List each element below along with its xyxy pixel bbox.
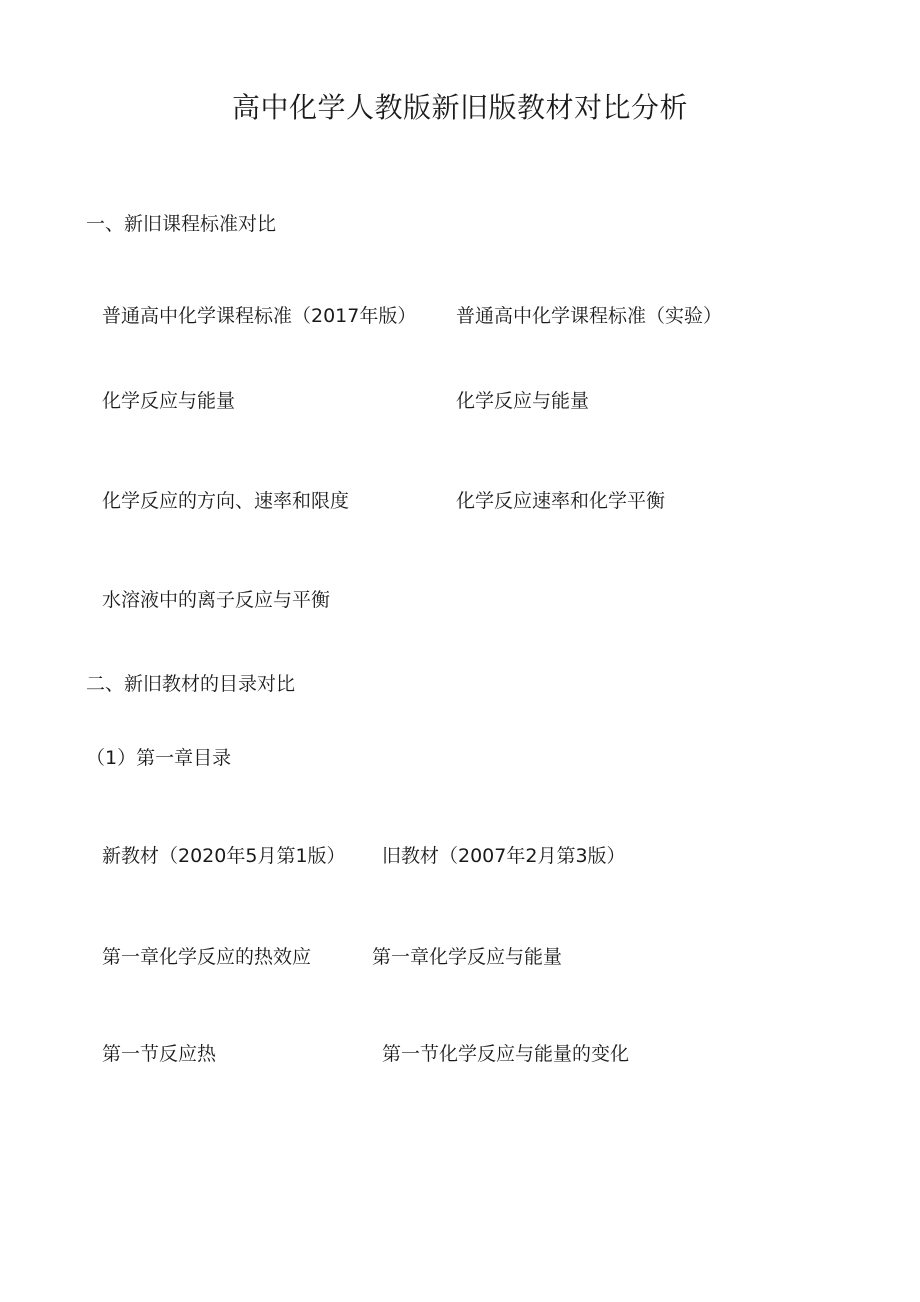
section2-row2-right: 第一节化学反应与能量的变化 (382, 1043, 630, 1065)
section2-subheading: （1）第一章目录 (86, 747, 232, 769)
section1-row1-left: 化学反应与能量 (102, 390, 236, 412)
section2-row2-left: 第一节反应热 (102, 1043, 217, 1065)
section1-row3-left: 水溶液中的离子反应与平衡 (102, 589, 331, 611)
section2-heading: 二、新旧教材的目录对比 (86, 673, 296, 695)
section1-row2-right: 化学反应速率和化学平衡 (456, 490, 666, 512)
document-title: 高中化学人教版新旧版教材对比分析 (231, 91, 688, 124)
section1-row1-right: 化学反应与能量 (456, 390, 590, 412)
section2-row1-right: 第一章化学反应与能量 (372, 946, 563, 968)
section2-right-header: 旧教材（2007年2月第3版） (382, 845, 626, 867)
section1-heading: 一、新旧课程标准对比 (86, 213, 277, 235)
section1-right-header: 普通高中化学课程标准（实验） (456, 305, 723, 327)
section2-row1-left: 第一章化学反应的热效应 (102, 946, 312, 968)
section2-left-header: 新教材（2020年5月第1版） (102, 845, 346, 867)
section1-row2-left: 化学反应的方向、速率和限度 (102, 490, 350, 512)
section1-left-header: 普通高中化学课程标准（2017年版） (102, 305, 417, 327)
